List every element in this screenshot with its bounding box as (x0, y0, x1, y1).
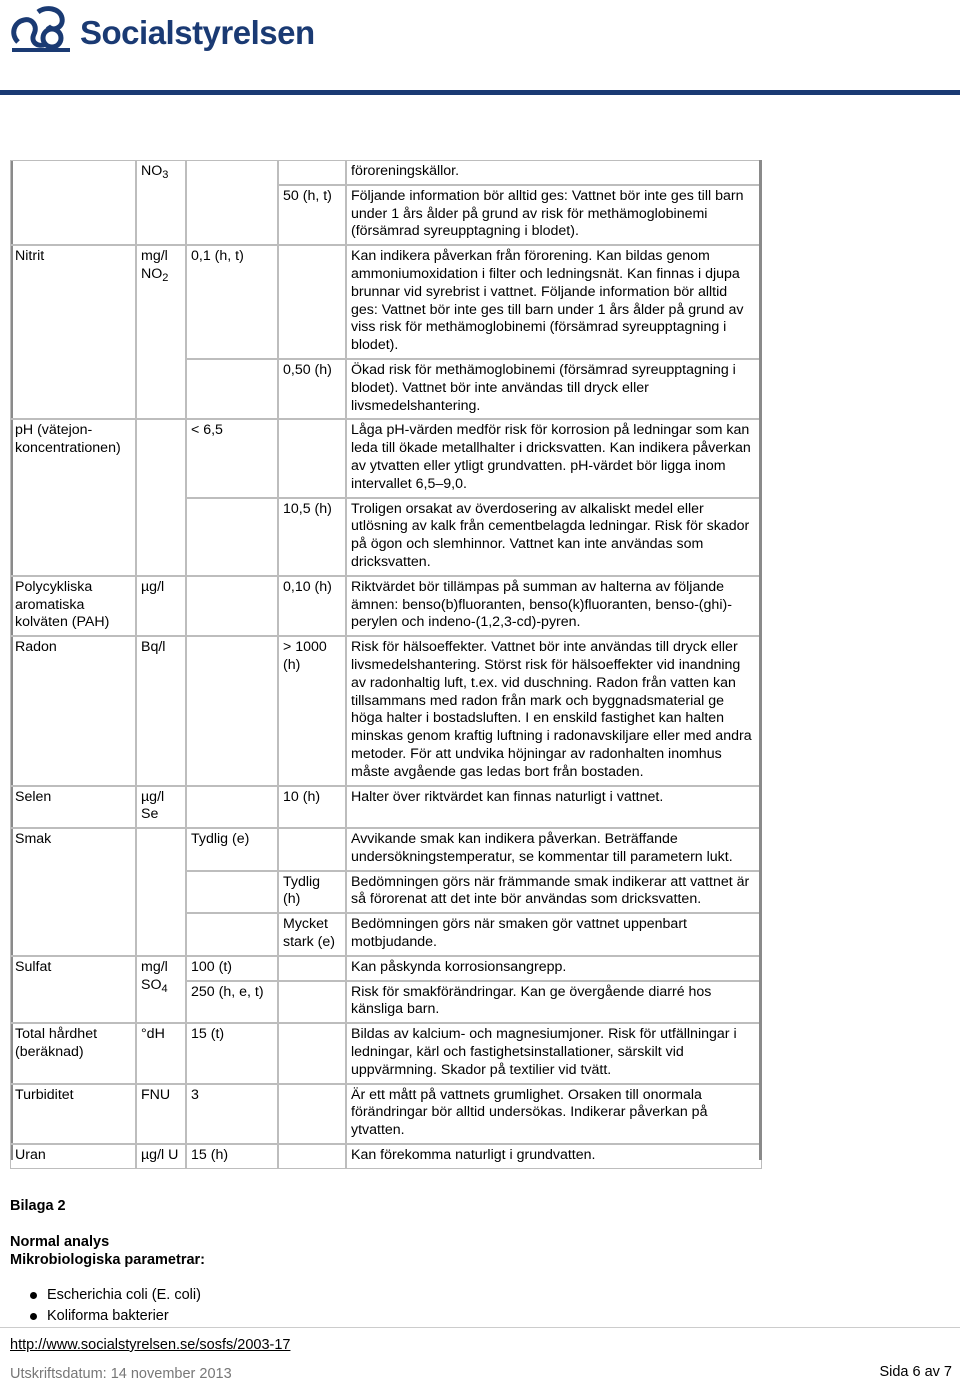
value-cell: Tydlig (e) (186, 828, 278, 871)
value-cell: 15 (t) (186, 1023, 278, 1083)
table-row (10, 956, 762, 981)
value-cell: > 1000 (h) (278, 636, 346, 785)
parameter-name: pH (vätejon-koncentrationen) (10, 419, 136, 575)
parameter-name: Turbiditet (10, 1084, 136, 1144)
value-cell: 0,1 (h, t) (186, 245, 278, 359)
unit-cell: Bq/l (136, 636, 186, 785)
unit-cell: mg/l $SO_4$ (136, 956, 186, 1023)
value-cell: 10 (h) (278, 786, 346, 829)
table-row (10, 828, 762, 871)
comment-cell: Halter över riktvärdet kan finnas naturligt i vattnet. (346, 786, 762, 829)
comment-cell: Ökad risk för methämoglobinemi (försämrad syreupptagning i blodet). Vattnet bör inte användas till dryck eller livsmedelshantering. (346, 359, 762, 419)
logo-wordmark: Socialstyrelsen (80, 14, 315, 51)
parameter-list (30, 1285, 201, 1327)
table-row (10, 636, 762, 785)
table-row (10, 1144, 762, 1169)
unit-cell: °dH (136, 1023, 186, 1083)
value-cell: 100 (t) (186, 956, 278, 981)
table-row (10, 786, 762, 829)
page-number: Sida 6 av 7 (879, 1364, 952, 1380)
table-row (10, 419, 762, 497)
parameter-table (10, 160, 762, 1169)
unit-cell: µg/l (136, 576, 186, 636)
comment-cell: Kan indikera påverkan från förorening. Kan bildas genom ammoniumoxidation i filter och ledningsnät. Kan finnas i djupa brunnar vid syrebrist i vattnet. Följande information bör alltid ges: Vattnet bör inte ges till barn under 1 års ålder på grund av viss risk för methämoglobinemi (försämrad syreupptagning i blodet). (346, 245, 762, 359)
comment-cell: Riktvärdet bör tillämpas på summan av halterna av följande ämnen: benso(b)fluoranten, benso(k)fluoranten, benso-(ghi)-perylen och indeno-(1,2,3-cd)-pyren. (346, 576, 762, 636)
parameter-name: Radon (10, 636, 136, 785)
comment-cell: föroreningskällor. (346, 160, 762, 185)
comment-cell: Bildas av kalcium- och magnesiumjoner. Risk för utfällningar i ledningar, kärl och fastighetsinstallationer, särskilt vid uppvärmning. Skador på textilier vid tvätt. (346, 1023, 762, 1083)
source-link[interactable]: http://www.socialstyrelsen.se/sosfs/2003-17 (10, 1337, 291, 1353)
parameter-name: Sulfat (10, 956, 136, 1023)
comment-cell: Kan förekomma naturligt i grundvatten. (346, 1144, 762, 1169)
header-divider (0, 90, 960, 95)
print-date: Utskriftsdatum: 14 november 2013 (10, 1366, 232, 1382)
comment-cell: Bedömningen görs när främmande smak indikerar att vattnet är så förorenat att det inte bör användas som dricksvatten. (346, 871, 762, 914)
comment-cell: Troligen orsakat av överdosering av alkaliskt medel eller utlösning av kalk från cementbelagda ledningar. Risk för skador på ögon och slemhinnor. Vattnet kan inte användas som dricksvatten. (346, 498, 762, 576)
footer-divider (0, 1327, 960, 1328)
table-row (10, 245, 762, 359)
value-cell: 250 (h, e, t) (186, 981, 278, 1024)
unit-cell: mg/l $NO_2$ (136, 245, 186, 419)
value-cell: Mycket stark (e) (278, 913, 346, 956)
comment-cell: Risk för hälsoeffekter. Vattnet bör inte användas till dryck eller livsmedelshantering. Störst risk för hälsoeffekter vid inandning av radonhaltig luft, t.ex. vid duschning. Radon från vatten kan tillsammans med radon från mark och byggnadsmaterial ge höga halter i bostadsluften. I en enskild fastighet kan halten minskas genom kraftig luftning i radonavskiljare eller med andra metoder. För att undvika höjningar av radonhalten inomhus måste avgående gas ledas bort från bostaden. (346, 636, 762, 785)
page-header (0, 0, 960, 100)
appendix-title: Bilaga 2 (10, 1198, 66, 1214)
value-cell: 15 (h) (186, 1144, 278, 1169)
parameter-name: Selen (10, 786, 136, 829)
table-row (10, 1084, 762, 1144)
comment-cell: Avvikande smak kan indikera påverkan. Beträffande undersökningstemperatur, se kommentar till parametern lukt. (346, 828, 762, 871)
value-cell: 3 (186, 1084, 278, 1144)
value-cell: < 6,5 (186, 419, 278, 497)
parameter-name: Total hårdhet (beräknad) (10, 1023, 136, 1083)
parameter-name: Smak (10, 828, 136, 956)
appendix-subtitle: Normal analys Mikrobiologiska parametrar: (10, 1234, 205, 1268)
parameter-table-frame (10, 160, 762, 1164)
list-item: Escherichia coli (E. coli) (30, 1285, 201, 1306)
comment-cell: Risk för smakförändringar. Kan ge övergående diarré hos känsliga barn. (346, 981, 762, 1024)
comment-cell: Följande information bör alltid ges: Vattnet bör inte ges till barn under 1 års ålder på grund av risk för methämoglobinemi (försämrad syreupptagning i blodet). (346, 185, 762, 245)
unit-cell: $NO_3$ (136, 160, 186, 245)
value-cell: 0,10 (h) (278, 576, 346, 636)
value-cell: 10,5 (h) (278, 498, 346, 576)
comment-cell: Bedömningen görs när smaken gör vattnet uppenbart motbjudande. (346, 913, 762, 956)
unit-cell: µg/l Se (136, 786, 186, 829)
parameter-name: Polycykliska aromatiska kolväten (PAH) (10, 576, 136, 636)
parameter-name: Nitrit (10, 245, 136, 419)
comment-cell: Kan påskynda korrosionsangrepp. (346, 956, 762, 981)
unit-cell: µg/l U (136, 1144, 186, 1169)
parameter-name: Uran (10, 1144, 136, 1169)
value-cell: 0,50 (h) (278, 359, 346, 419)
table-row (10, 1023, 762, 1083)
table-row (10, 160, 762, 185)
list-item: Koliforma bakterier (30, 1306, 201, 1327)
socialstyrelsen-logo-icon (8, 4, 74, 54)
table-row (10, 576, 762, 636)
value-cell: 50 (h, t) (278, 185, 346, 245)
value-cell: Tydlig (h) (278, 871, 346, 914)
unit-cell: FNU (136, 1084, 186, 1144)
comment-cell: Är ett mått på vattnets grumlighet. Orsaken till onormala förändringar bör alltid undersökas. Indikerar påverkan på ytvatten. (346, 1084, 762, 1144)
comment-cell: Låga pH-värden medför risk för korrosion på ledningar som kan leda till ökade metallhalter i dricksvatten. Kan indikera påverkan av ytvatten eller ytligt grundvatten. pH-värdet bör ligga inom intervallet 6,5–9,0. (346, 419, 762, 497)
